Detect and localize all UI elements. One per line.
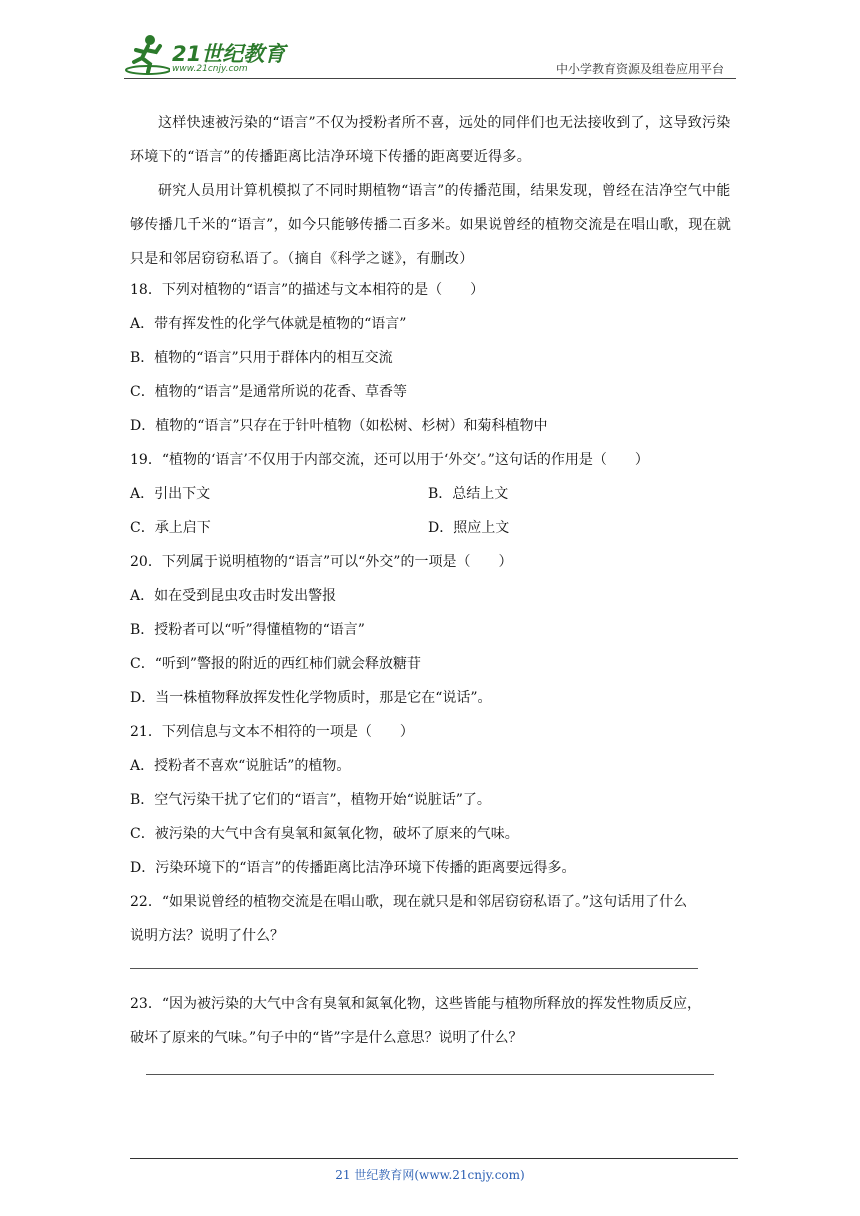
footer-text[interactable]: 21 世纪教育网(www.21cnjy.com) xyxy=(335,1168,525,1182)
passage-paragraph-1: 这样快速被污染的“语言”不仅为授粉者所不喜，远处的同伴们也无法接收到了，这导致污染环境下的“语言”的传播距离比洁净环境下传播的距离要近得多。 xyxy=(130,115,731,165)
q21-option-b: B．空气污染干扰了它们的“语言”，植物开始“说脏话”了。 xyxy=(130,792,491,808)
header-divider xyxy=(124,78,736,79)
q18-option-b: B．植物的“语言”只用于群体内的相互交流 xyxy=(130,350,393,366)
q19-stem: 19．“植物的‘语言’不仅用于内部交流，还可以用于‘外交’。”这句话的作用是（ ） xyxy=(130,452,649,468)
q21-stem: 21．下列信息与文本不相符的一项是（ ） xyxy=(130,724,414,740)
q22-stem-line2: 说明方法？说明了什么？ xyxy=(130,928,284,944)
q20-option-d: D．当一株植物释放挥发性化学物质时，那是它在“说话”。 xyxy=(130,690,492,706)
q19-option-c: C．承上启下 xyxy=(130,520,211,536)
platform-name: 中小学教育资源及组卷应用平台 xyxy=(555,62,724,76)
q18-stem: 18．下列对植物的“语言”的描述与文本相符的是（ ） xyxy=(130,282,485,298)
q23-stem-line2: 破坏了原来的气味。”句子中的“皆”字是什么意思？说明了什么？ xyxy=(130,1030,523,1046)
q18-option-a: A．带有挥发性的化学气体就是植物的“语言” xyxy=(130,316,407,332)
logo-url: www.21cnjy.com xyxy=(172,64,248,74)
q20-option-c: C．“听到”警报的附近的西红柿们就会释放糖苷 xyxy=(130,656,422,672)
q22-answer-line[interactable] xyxy=(130,968,698,969)
q21-option-c: C．被污染的大气中含有臭氧和氮氧化物，破坏了原来的气味。 xyxy=(130,826,519,842)
site-logo xyxy=(124,32,304,76)
q22-stem-line1: 22．“如果说曾经的植物交流是在唱山歌，现在就只是和邻居窃窃私语了。”这句话用了什么 xyxy=(130,894,688,910)
runner-icon xyxy=(124,32,170,76)
logo-text: 21世纪教育 xyxy=(172,42,286,66)
q21-option-d: D．污染环境下的“语言”的传播距离比洁净环境下传播的距离要远得多。 xyxy=(130,860,576,876)
q20-option-b: B．授粉者可以“听”得懂植物的“语言” xyxy=(130,622,365,638)
footer-divider xyxy=(130,1158,738,1159)
q18-option-d: D．植物的“语言”只存在于针叶植物（如松树、杉树）和菊科植物中 xyxy=(130,418,548,434)
page-header xyxy=(124,28,736,80)
q19-option-a: A．引出下文 xyxy=(130,486,211,502)
q20-option-a: A．如在受到昆虫攻击时发出警报 xyxy=(130,588,337,604)
q23-answer-line[interactable] xyxy=(146,1074,714,1075)
q19-option-b: B．总结上文 xyxy=(428,486,509,502)
q19-option-d: D．照应上文 xyxy=(428,520,510,536)
q21-option-a: A．授粉者不喜欢“说脏话”的植物。 xyxy=(130,758,351,774)
q18-option-c: C．植物的“语言”是通常所说的花香、草香等 xyxy=(130,384,408,400)
q23-stem-line1: 23．“因为被污染的大气中含有臭氧和氮氧化物，这些皆能与植物所释放的挥发性物质反应， xyxy=(130,996,701,1012)
passage-paragraph-2: 研究人员用计算机模拟了不同时期植物“语言”的传播范围，结果发现，曾经在洁净空气中能够传播几千米的“语言”，如今只能够传播二百多米。如果说曾经的植物交流是在唱山歌，现在就只是和邻居窃窃私语了。（摘自《科学之谜》，有删改） xyxy=(130,183,732,267)
q20-stem: 20．下列属于说明植物的“语言”可以“外交”的一项是（ ） xyxy=(130,554,513,570)
document-body xyxy=(130,106,736,1046)
